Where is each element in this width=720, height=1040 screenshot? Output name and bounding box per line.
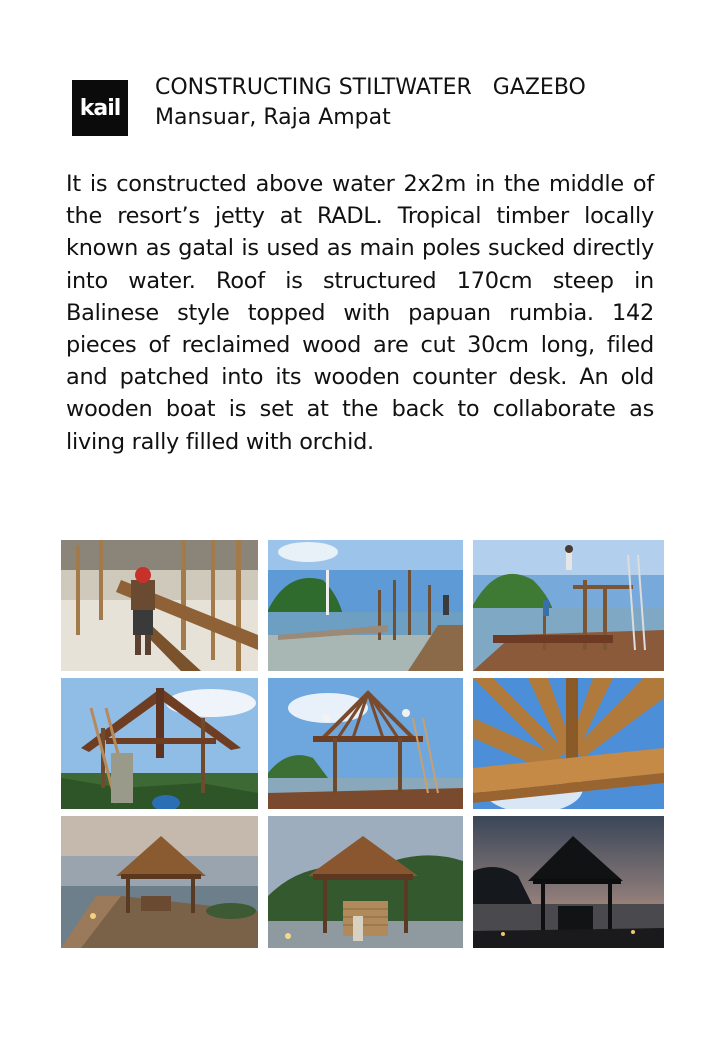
photo-jetty-poles-sea [268, 540, 463, 671]
location-text: Mansuar, Raja Ampat [155, 105, 391, 130]
title-text: CONSTRUCTING STILTWATER GAZEBO [155, 75, 586, 100]
photo-roof-frame-workers [268, 678, 463, 809]
kail-logo [72, 80, 128, 136]
photo-worker-cutting-timber [61, 540, 258, 671]
photo-roof-rafters-closeup [473, 678, 664, 809]
photo-workers-on-frame [473, 540, 664, 671]
photo-finished-gazebo-jetty [61, 816, 258, 948]
logo-text: kail [79, 95, 121, 121]
photo-finished-gazebo-front [268, 816, 463, 948]
photo-gazebo-silhouette-sunset [473, 816, 664, 948]
photo-roof-frame-ladder [61, 678, 258, 809]
description-paragraph: It is constructed above water 2x2m in the middle of the resort’s jetty at RADL. Tropical timber locally known as gatal is used as main poles sucked directly into water. Roof is structured 170cm steep in Balinese style topped with papuan rumbia. 142 pieces of reclaimed wood are cut 30cm long, filed and patched into its wooden counter desk. An old wooden boat is set at the back to collaborate as living rally filled with orchid. [66, 171, 654, 455]
page-title [155, 73, 586, 133]
photo-gallery [61, 540, 664, 948]
